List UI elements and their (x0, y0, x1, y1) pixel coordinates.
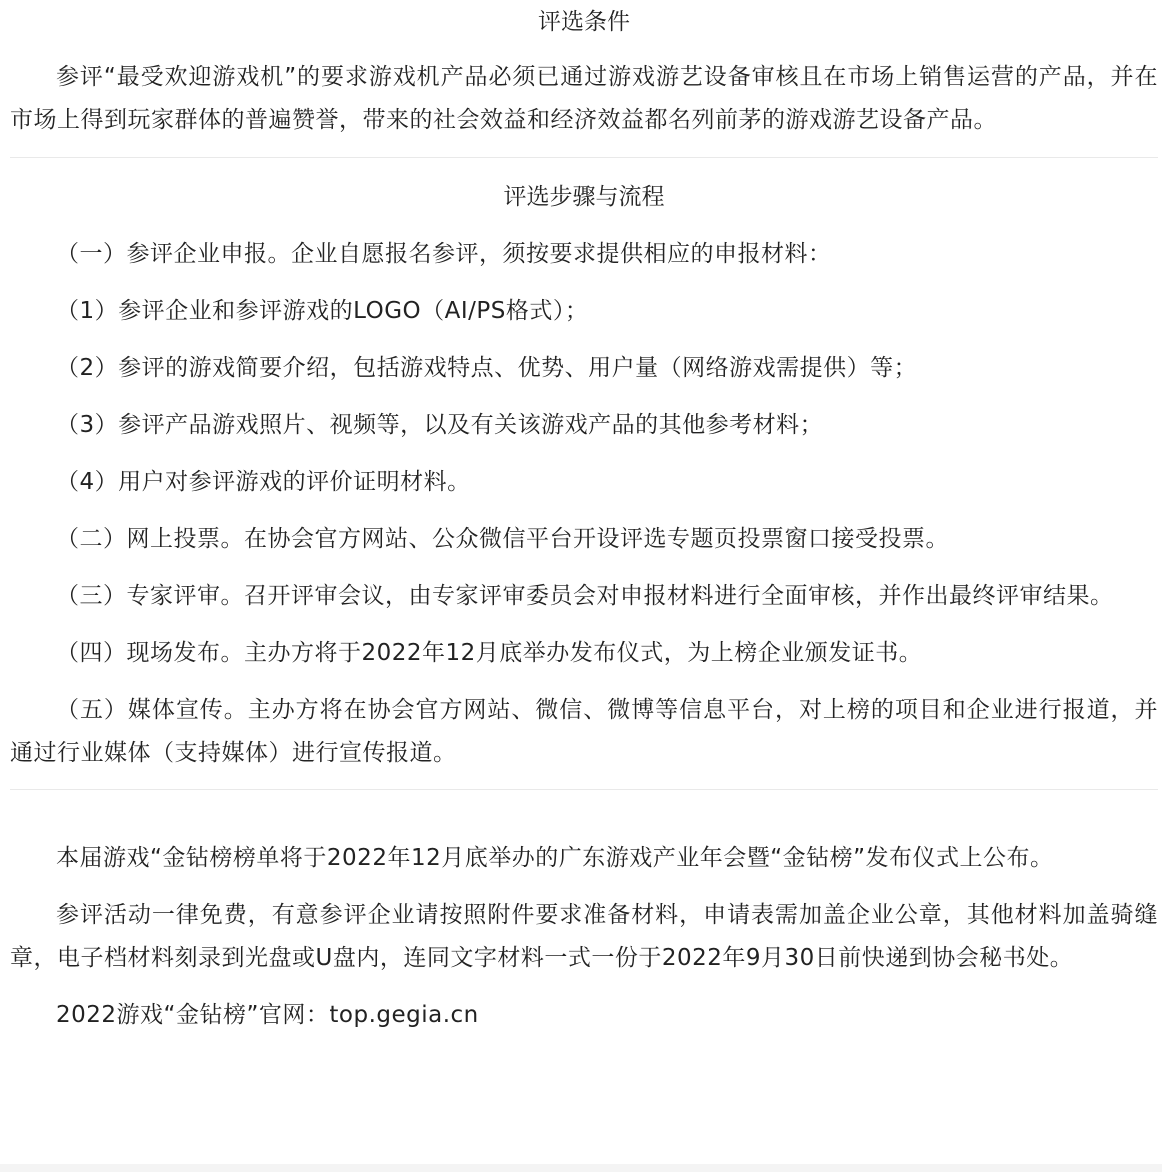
process-section (10, 158, 1158, 775)
process-step: （三）专家评审。召开评审会议，由专家评审委员会对申报材料进行全面审核，并作出最终评审结果。 (56, 583, 1114, 609)
notice-section (10, 790, 1158, 1037)
process-list (10, 233, 1158, 775)
website-label: 2022游戏“金钻榜”官网： (56, 1002, 330, 1028)
article-body (10, 0, 1158, 1037)
process-step: （四）现场发布。主办方将于2022年12月底举办发布仪式，为上榜企业颁发证书。 (56, 640, 923, 666)
process-substep: （3）参评产品游戏照片、视频等，以及有关该游戏产品的其他参考材料； (56, 412, 824, 438)
process-substep: （2）参评的游戏简要介绍，包括游戏特点、优势、用户量（网络游戏需提供）等； (56, 355, 918, 381)
website-line (10, 994, 1158, 1037)
bottom-edge (0, 1164, 1162, 1172)
criteria-paragraph: 参评“最受欢迎游戏机”的要求游戏机产品必须已通过游戏游艺设备审核且在市场上销售运营的产品，并在市场上得到玩家群体的普遍赞誉，带来的社会效益和经济效益都名列前茅的游戏游艺设备产品。 (10, 64, 1158, 133)
process-step: （五）媒体宣传。主办方将在协会官方网站、微信、微博等信息平台，对上榜的项目和企业进行报道，并通过行业媒体（支持媒体）进行宣传报道。 (10, 697, 1158, 766)
process-substep: （1）参评企业和参评游戏的LOGO（AI/PS格式）； (56, 298, 589, 324)
process-step: （一）参评企业申报。企业自愿报名参评，须按要求提供相应的申报材料： (56, 241, 832, 267)
website-url: top.gegia.cn (329, 1002, 479, 1028)
process-heading: 评选步骤与流程 (503, 184, 665, 210)
process-step: （二）网上投票。在协会官方网站、公众微信平台开设评选专题页投票窗口接受投票。 (56, 526, 949, 552)
criteria-heading: 评选条件 (538, 9, 630, 35)
announcement-paragraph: 本届游戏“金钻榜榜单将于2022年12月底举办的广东游戏产业年会暨“金钻榜”发布仪式上公布。 (56, 845, 1054, 871)
criteria-section (10, 0, 1158, 142)
process-substep: （4）用户对参评游戏的评价证明材料。 (56, 469, 471, 495)
free-notice-paragraph: 参评活动一律免费，有意参评企业请按照附件要求准备材料，申请表需加盖企业公章，其他材料加盖骑缝章，电子档材料刻录到光盘或U盘内，连同文字材料一式一份于2022年9月30日前快递到协会秘书处。 (10, 902, 1158, 971)
